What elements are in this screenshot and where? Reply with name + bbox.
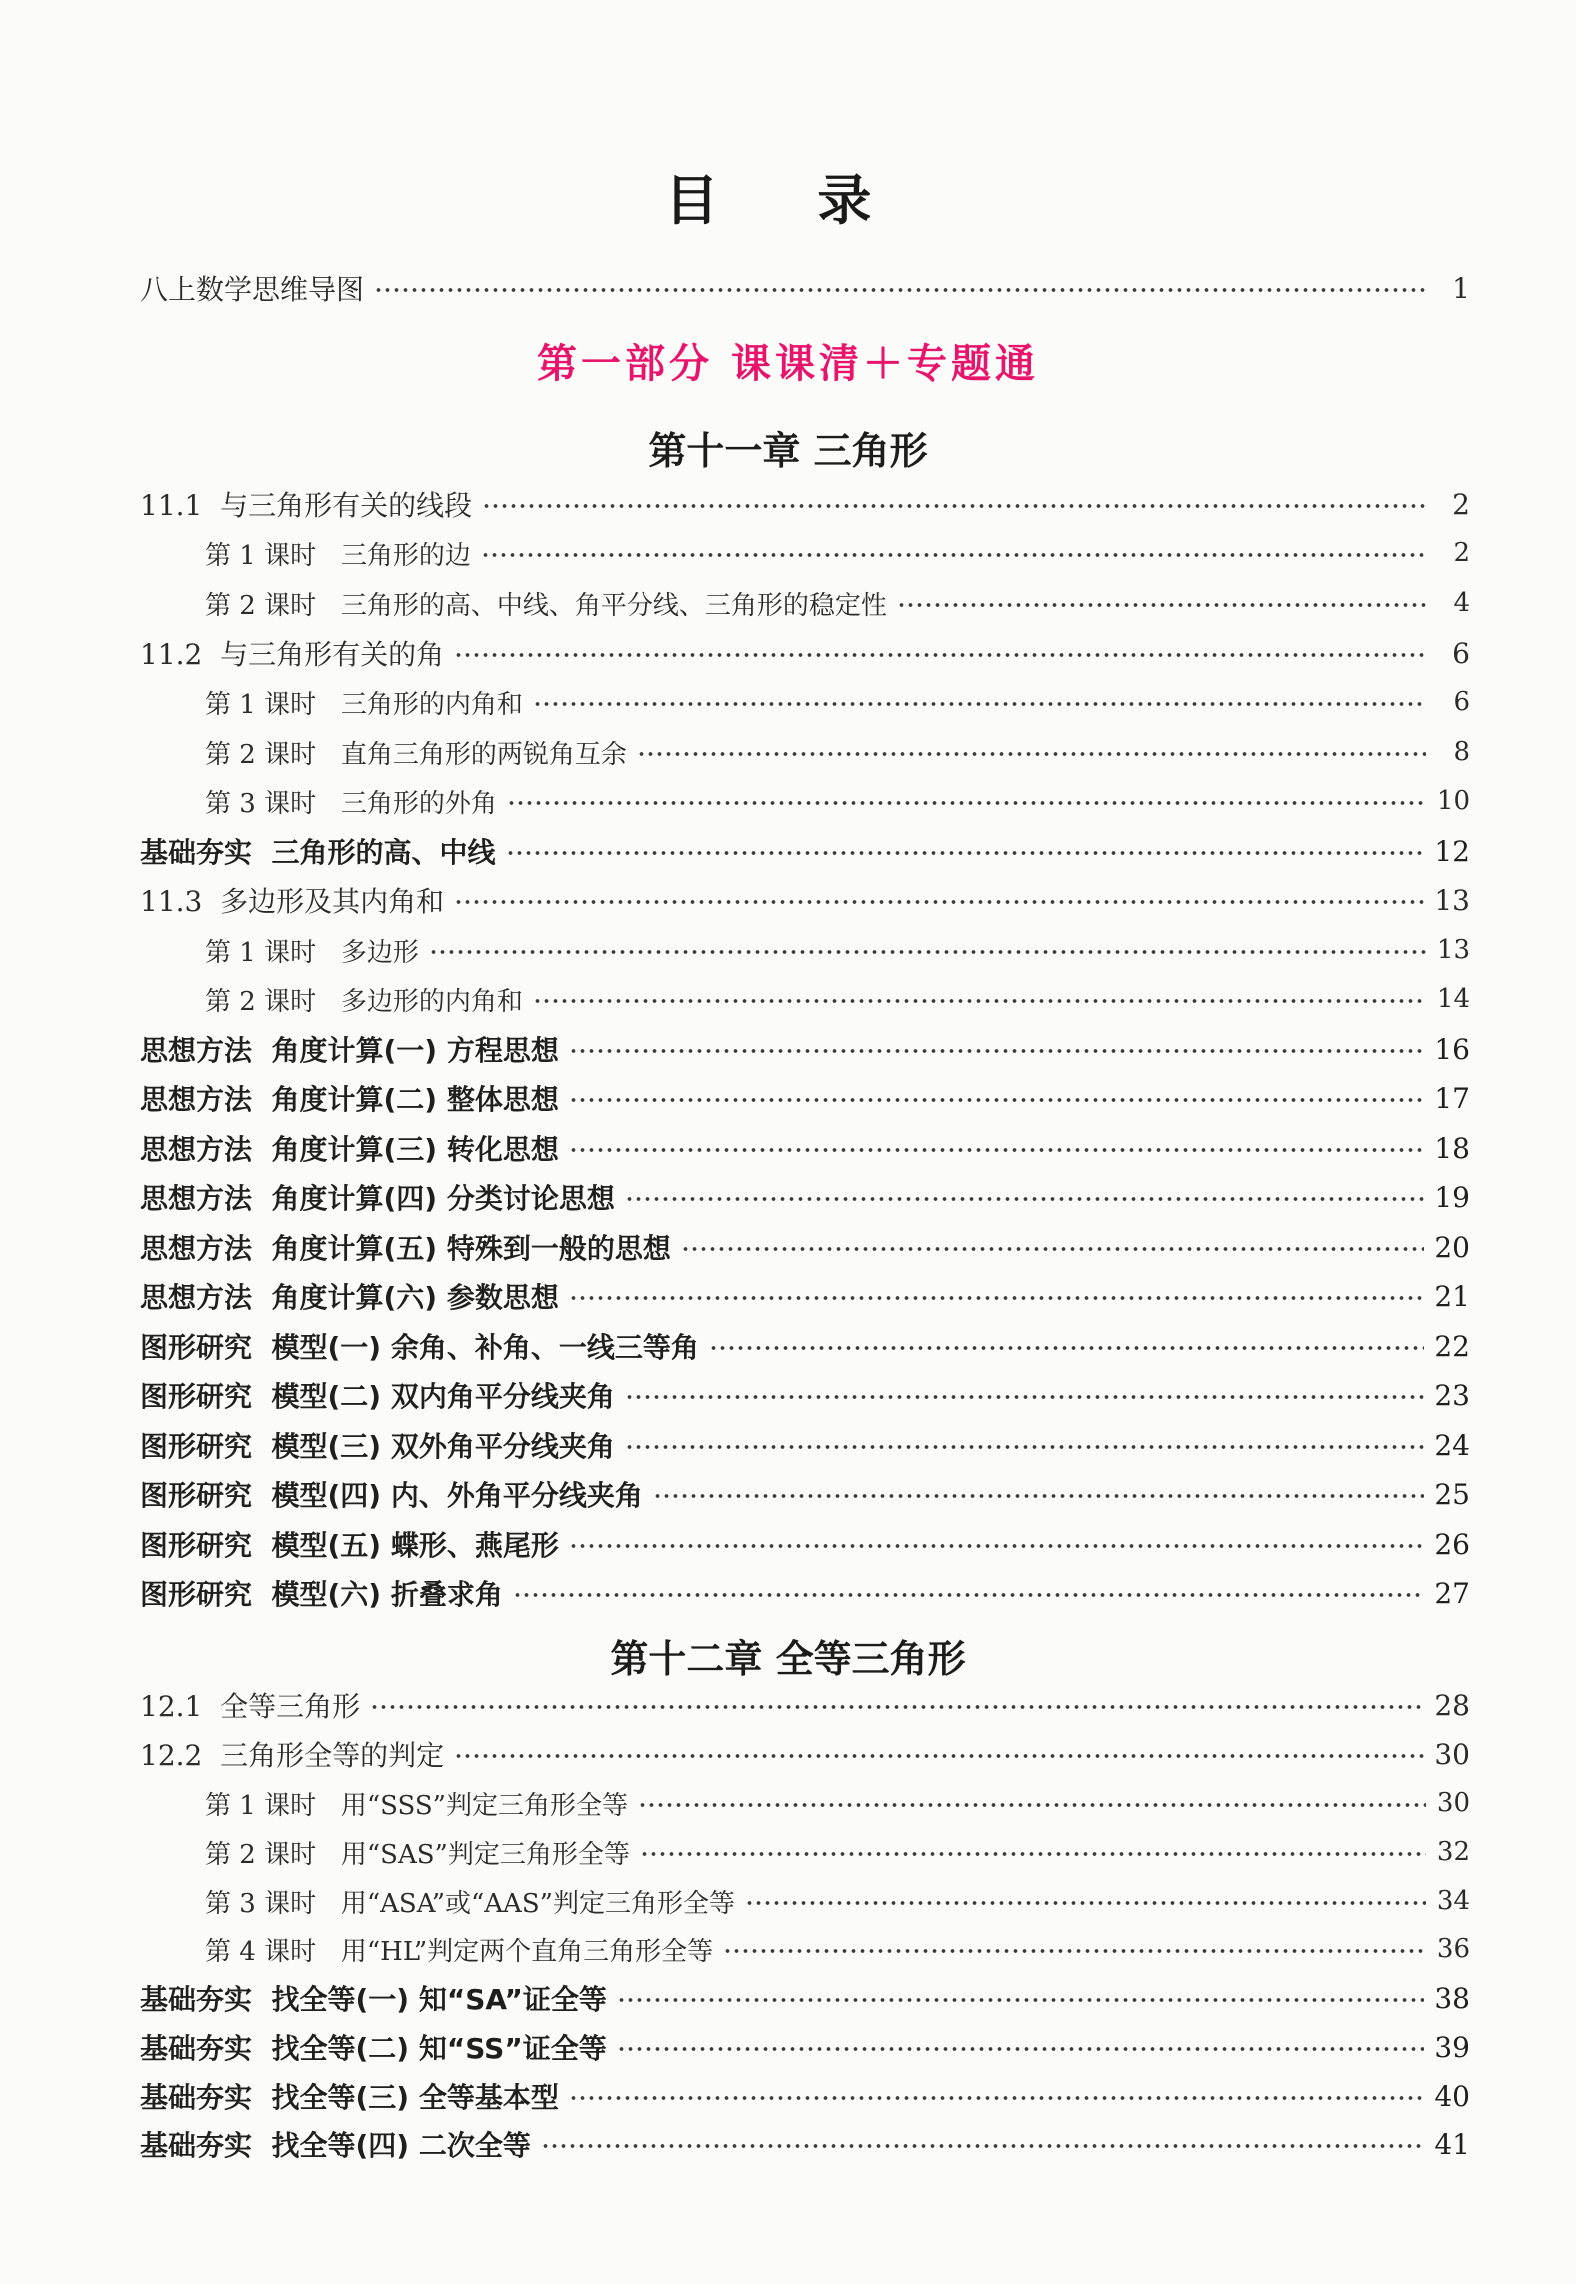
toc-entry[interactable] xyxy=(205,732,1470,772)
entry-label: 基础夯实 找全等(一) 知“SA”证全等 xyxy=(140,1983,607,2016)
entry-page: 16 xyxy=(1434,1032,1470,1066)
entry-page: 13 xyxy=(1434,883,1470,917)
entry-page: 28 xyxy=(1434,1688,1470,1722)
dot-leader xyxy=(897,602,1426,608)
entry-page: 20 xyxy=(1434,1230,1470,1264)
dot-leader xyxy=(640,1851,1426,1857)
dot-leader xyxy=(638,1802,1426,1808)
dot-leader xyxy=(481,552,1426,558)
entry-page: 25 xyxy=(1434,1477,1470,1511)
entry-page: 1 xyxy=(1452,271,1470,305)
entry-label: 思想方法 角度计算(五) 特殊到一般的思想 xyxy=(140,1232,671,1265)
entry-page: 2 xyxy=(1452,487,1470,521)
entry-page: 8 xyxy=(1453,737,1470,767)
page-title: 目 录 xyxy=(664,169,912,232)
entry-page: 39 xyxy=(1434,2030,1470,2064)
entry-page: 4 xyxy=(1453,588,1470,618)
dot-leader xyxy=(533,701,1426,707)
entry-page: 38 xyxy=(1434,1981,1470,2015)
entry-label: 基础夯实 找全等(二) 知“SS”证全等 xyxy=(140,2032,607,2065)
dot-leader xyxy=(569,1147,1425,1153)
dot-leader xyxy=(370,1704,1424,1710)
entry-page: 26 xyxy=(1434,1527,1470,1561)
entry-label: 图形研究 模型(四) 内、外角平分线夹角 xyxy=(140,1479,643,1512)
dot-leader xyxy=(653,1493,1425,1499)
dot-leader xyxy=(723,1948,1426,1954)
dot-leader xyxy=(541,2143,1425,2149)
dot-leader xyxy=(625,1444,1425,1450)
dot-leader xyxy=(617,1997,1424,2003)
toc-entry[interactable] xyxy=(205,1783,1470,1823)
entry-page: 10 xyxy=(1436,786,1470,816)
dot-leader xyxy=(569,2095,1425,2101)
entry-label: 11.2 与三角形有关的角 xyxy=(140,638,445,671)
entry-label: 图形研究 模型(五) 蝶形、燕尾形 xyxy=(140,1529,559,1562)
entry-page: 30 xyxy=(1434,1737,1470,1771)
toc-entry[interactable] xyxy=(140,1078,1470,1118)
toc-entry[interactable] xyxy=(205,930,1470,970)
entry-label: 基础夯实 找全等(四) 二次全等 xyxy=(140,2129,531,2162)
entry-label: 第 2 课时 直角三角形的两锐角互余 xyxy=(205,739,627,770)
toc-entry[interactable] xyxy=(140,2124,1470,2164)
dot-leader xyxy=(569,1097,1425,1103)
dot-leader xyxy=(533,998,1426,1004)
toc-entry[interactable] xyxy=(205,682,1470,722)
entry-page: 34 xyxy=(1436,1886,1470,1916)
entry-label: 第 3 课时 三角形的外角 xyxy=(205,788,497,819)
entry-label: 第 3 课时 用“ASA”或“AAS”判定三角形全等 xyxy=(205,1888,735,1919)
dot-leader xyxy=(625,1394,1425,1400)
dot-leader xyxy=(569,1048,1425,1054)
dot-leader xyxy=(709,1345,1425,1351)
entry-page: 13 xyxy=(1436,935,1470,965)
entry-page: 40 xyxy=(1434,2079,1470,2113)
dot-leader xyxy=(513,1592,1425,1598)
dot-leader xyxy=(454,899,1424,905)
entry-label: 图形研究 模型(二) 双内角平分线夹角 xyxy=(140,1380,615,1413)
toc-entry[interactable] xyxy=(140,2027,1470,2067)
toc-entry[interactable] xyxy=(140,1573,1470,1613)
entry-page: 30 xyxy=(1436,1788,1470,1818)
toc-entry[interactable] xyxy=(205,1929,1470,1969)
toc-entry[interactable] xyxy=(205,1881,1470,1921)
toc-entry[interactable] xyxy=(205,533,1470,573)
entry-label: 12.2 三角形全等的判定 xyxy=(140,1739,445,1772)
dot-leader xyxy=(681,1246,1425,1252)
entry-page: 19 xyxy=(1434,1180,1470,1214)
dot-leader xyxy=(625,1196,1425,1202)
entry-label: 思想方法 角度计算(三) 转化思想 xyxy=(140,1133,559,1166)
entry-page: 36 xyxy=(1436,1934,1470,1964)
entry-label: 图形研究 模型(三) 双外角平分线夹角 xyxy=(140,1430,615,1463)
entry-label: 第 1 课时 用“SSS”判定三角形全等 xyxy=(205,1790,628,1821)
dot-leader xyxy=(482,503,1426,509)
toc-entry[interactable] xyxy=(140,1978,1470,2018)
entry-label: 第 1 课时 三角形的边 xyxy=(205,540,471,571)
dot-leader xyxy=(617,2046,1425,2052)
entry-label: 第 2 课时 三角形的高、中线、角平分线、三角形的稳定性 xyxy=(205,590,887,621)
dot-leader xyxy=(454,652,1426,658)
entry-label: 八上数学思维导图 xyxy=(140,273,365,306)
toc-entry[interactable] xyxy=(140,880,1470,920)
entry-page: 41 xyxy=(1434,2127,1470,2161)
entry-page: 32 xyxy=(1436,1837,1470,1867)
entry-page: 6 xyxy=(1453,687,1470,717)
dot-leader xyxy=(454,1753,1424,1759)
entry-label: 11.3 多边形及其内角和 xyxy=(140,885,445,918)
toc-entry[interactable] xyxy=(140,1128,1470,1168)
toc-entry[interactable] xyxy=(140,268,1470,308)
entry-page: 6 xyxy=(1452,636,1470,670)
entry-page: 18 xyxy=(1434,1131,1470,1165)
toc-entry[interactable] xyxy=(140,1177,1470,1217)
toc-entry[interactable] xyxy=(140,1276,1470,1316)
toc-entry[interactable] xyxy=(140,1375,1470,1415)
toc-entry[interactable] xyxy=(205,781,1470,821)
chapter-heading: 第十一章 三角形 xyxy=(648,429,928,473)
entry-label: 思想方法 角度计算(六) 参数思想 xyxy=(140,1281,559,1314)
toc-entry[interactable] xyxy=(140,1425,1470,1465)
entry-page: 12 xyxy=(1434,834,1470,868)
dot-leader xyxy=(506,850,1425,856)
entry-label: 第 2 课时 多边形的内角和 xyxy=(205,986,523,1017)
entry-page: 24 xyxy=(1434,1428,1470,1462)
entry-page: 27 xyxy=(1434,1576,1470,1610)
toc-entry[interactable] xyxy=(140,1524,1470,1564)
entry-label: 基础夯实 找全等(三) 全等基本型 xyxy=(140,2081,559,2114)
toc-entry[interactable] xyxy=(140,2076,1470,2116)
dot-leader xyxy=(429,949,1426,955)
entry-label: 11.1 与三角形有关的线段 xyxy=(140,489,473,522)
entry-page: 21 xyxy=(1434,1279,1470,1313)
entry-page: 22 xyxy=(1434,1329,1470,1363)
toc-entry[interactable] xyxy=(140,1685,1470,1725)
entry-label: 思想方法 角度计算(一) 方程思想 xyxy=(140,1034,559,1067)
dot-leader xyxy=(507,800,1426,806)
toc-entry[interactable] xyxy=(140,1029,1470,1069)
entry-label: 第 2 课时 用“SAS”判定三角形全等 xyxy=(205,1839,630,1870)
entry-label: 基础夯实 三角形的高、中线 xyxy=(140,836,496,869)
entry-label: 图形研究 模型(一) 余角、补角、一线三等角 xyxy=(140,1331,699,1364)
toc-entry[interactable] xyxy=(205,583,1470,623)
entry-page: 2 xyxy=(1453,538,1470,568)
toc-entry[interactable] xyxy=(140,1734,1470,1774)
dot-leader xyxy=(374,287,1426,293)
toc-entry[interactable] xyxy=(140,633,1470,673)
toc-entry[interactable] xyxy=(140,1227,1470,1267)
entry-label: 思想方法 角度计算(二) 整体思想 xyxy=(140,1083,559,1116)
entry-page: 17 xyxy=(1434,1081,1470,1115)
entry-page: 14 xyxy=(1436,984,1470,1014)
entry-label: 12.1 全等三角形 xyxy=(140,1690,361,1723)
entry-label: 第 4 课时 用“HL”判定两个直角三角形全等 xyxy=(205,1936,714,1967)
entry-label: 思想方法 角度计算(四) 分类讨论思想 xyxy=(140,1182,615,1215)
dot-leader xyxy=(637,751,1426,757)
toc-entry[interactable] xyxy=(205,1832,1470,1872)
toc-entry[interactable] xyxy=(140,831,1470,871)
dot-leader xyxy=(569,1543,1425,1549)
entry-label: 第 1 课时 三角形的内角和 xyxy=(205,689,523,720)
toc-entry[interactable] xyxy=(140,1326,1470,1366)
toc-entry[interactable] xyxy=(140,1474,1470,1514)
toc-entry[interactable] xyxy=(205,979,1470,1019)
entry-label: 图形研究 模型(六) 折叠求角 xyxy=(140,1578,503,1611)
toc-entry[interactable] xyxy=(140,484,1470,524)
chapter-heading: 第十二章 全等三角形 xyxy=(610,1637,966,1681)
entry-label: 第 1 课时 多边形 xyxy=(205,937,419,968)
part-heading: 第一部分 课课清＋专题通 xyxy=(537,341,1039,387)
dot-leader xyxy=(745,1900,1426,1906)
dot-leader xyxy=(569,1295,1425,1301)
entry-page: 23 xyxy=(1434,1378,1470,1412)
